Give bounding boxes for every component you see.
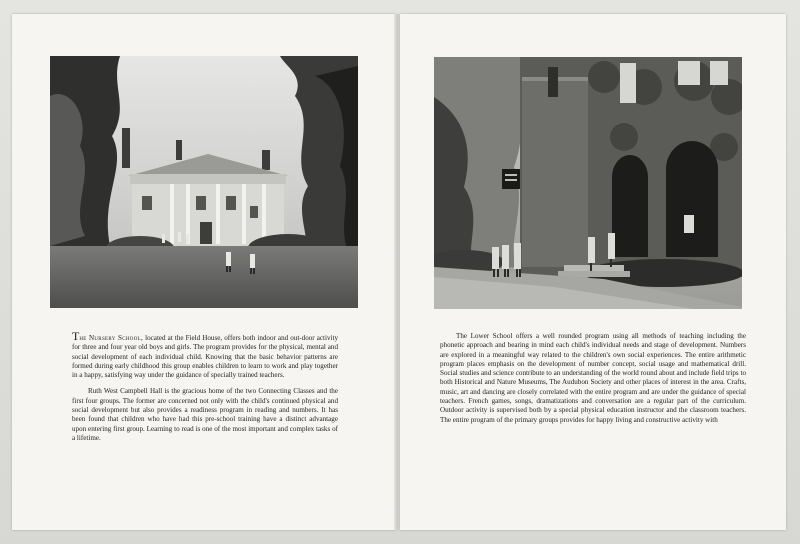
- lower-school-photo: [434, 57, 742, 309]
- left-page-text: [72, 329, 338, 450]
- nursery-school-photo: [50, 56, 358, 308]
- paragraph-body: located at the Field House, offers both indoor and out-door activity for three and four year old boys and girls. The program provides for the physical, mental and social development of each individual child. Knowing that the basic behavior patterns are formed during early childhood this group enables children to learn to work and play together in a happy, satisfying way under the guidance of specially trained teachers.: [72, 334, 338, 380]
- campbell-hall-paragraph: Ruth West Campbell Hall is the gracious home of the two Connecting Classes and the first four groups. The former are concerned not only with the child's continued physical and social development but also provides a readiness program in reading and numbers. It has been found that children who have had this pre-school training have a distinct advantage upon entering first group. Learning to read is one of the most important and complex tasks of a lifetime.: [72, 387, 338, 442]
- section-heading: he Nursery School,: [79, 334, 144, 342]
- nursery-school-paragraph: [72, 329, 338, 380]
- right-page: [400, 14, 786, 530]
- lower-school-paragraph: The Lower School offers a well rounded program using all methods of teaching including the phonetic approach and bearing in mind each child's individual needs and stage of development. Numbers are explored in a meaningful way related to the children's own social experiences. The entire arithmetic program places emphasis on the development of number concept, social usage and mathematical drill. Social studies and science contribute to an understanding of the world round about and include field trips to both Historical and Nature Museums, The Audubon Society and other places of interest in the area. Crafts, music, art and dancing are closely correlated with the entire program and are under the guidance of special teachers. French games, songs, dramatizations and conversation are a regular part of the curriculum. Outdoor activity is supervised both by a special physical education instructor and the classroom teachers. The entire program of the primary groups provides for happy living and constructive activity with: [440, 332, 746, 424]
- left-page: [12, 14, 396, 530]
- right-page-text: [440, 332, 746, 432]
- dropcap-letter: T: [72, 329, 80, 343]
